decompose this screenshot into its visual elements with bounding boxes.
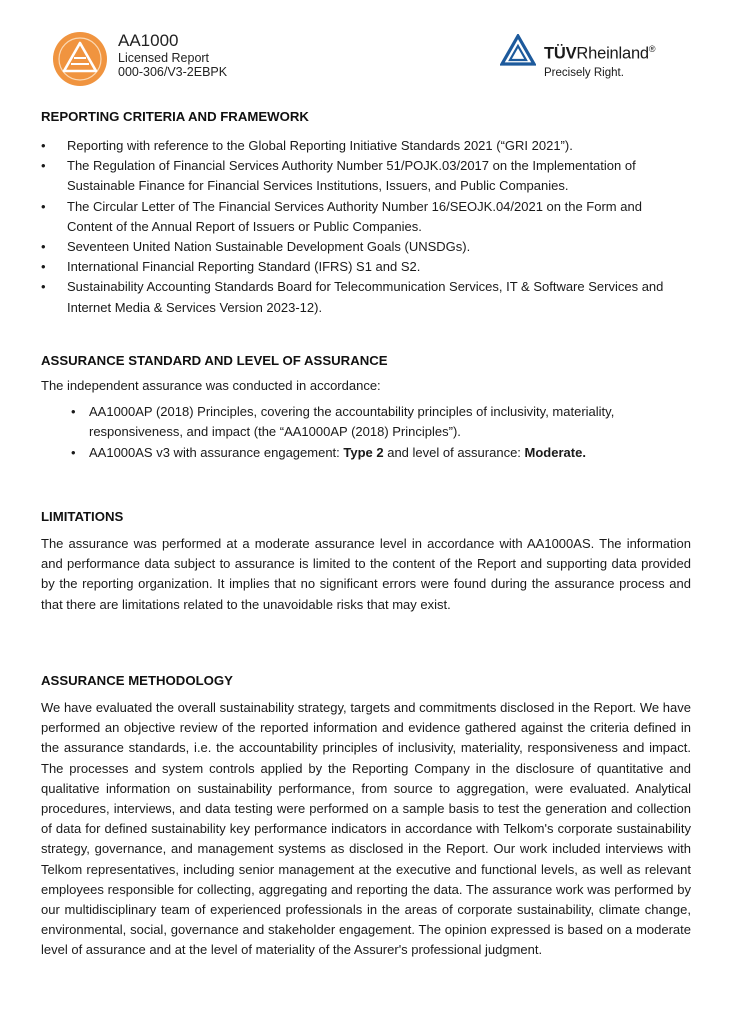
criteria-heading: REPORTING CRITERIA AND FRAMEWORK xyxy=(41,109,309,124)
limitations-section xyxy=(41,508,691,615)
tuv-brand-rest: Rheinland xyxy=(576,44,649,63)
list-item: • Sustainability Accounting Standards Board for Telecommunication Services, IT & Software Services and Internet Media & Services Version 2023-12). xyxy=(41,277,691,317)
assurance-level-text: and level of assurance: xyxy=(383,444,525,460)
assurance-type-value: Type 2 xyxy=(343,444,384,460)
aa1000-license-block xyxy=(118,32,227,79)
aa1000-title: AA1000 xyxy=(118,31,179,50)
methodology-heading: ASSURANCE METHODOLOGY xyxy=(41,673,233,688)
license-code: 000-306/V3-2EBPK xyxy=(118,65,228,79)
assurance-level-value: Moderate. xyxy=(524,444,586,460)
assurance-list xyxy=(41,402,691,463)
methodology-section xyxy=(41,672,691,961)
tuv-tagline: Precisely Right. xyxy=(544,67,624,79)
assurance-type-text: AA1000AS v3 with assurance engagement: xyxy=(89,444,344,460)
assurance-heading: ASSURANCE STANDARD AND LEVEL OF ASSURANCE xyxy=(41,353,388,368)
limitations-text: The assurance was performed at a moderate assurance level in accordance with AA1000AS. The information and performance data subject to assurance is limited to the content of the Report and supporting data provided by the reporting organization. It implies that no significant errors were found during the assurance process and that there are limitations related to the unavoidable risks that may exist. xyxy=(41,536,691,612)
methodology-text: We have evaluated the overall sustainability strategy, targets and commitments disclosed in the Report. We have performed an objective review of the reported information and evidence gathered against the criteria defined in the assurance standards, i.e. the accountability principles of inclusivity, materiality, responsiveness and impact. The processes and system controls applied by the Reporting Company in the disclosure of quantitative and qualitative information on sustainability performance, from source to aggregation, were evaluated. Analytical procedures, interviews, and data testing were performed on a sample basis to test the generation and collection of data for defined sustainability key performance indicators in accordance with Telkom's corporate sustainability strategy, governance, and management systems as disclosed in the Report. Our work included interviews with Telkom representatives, including senior management at the executive and functional levels, as well as relevant employees responsible for collecting, aggregating and reporting the data. The assurance work was performed by our multidisciplinary team of experienced professionals in the areas of corporate sustainability, climate change, environmental, social, governance and stakeholder engagement. The opinion expressed is based on a moderate level of assurance and at the level of materiality of the Assurer's professional judgment. xyxy=(41,700,691,958)
criteria-list xyxy=(41,136,691,318)
aa1000-logo-icon xyxy=(52,31,108,87)
tuv-triangle-icon xyxy=(500,34,536,66)
tuv-brand-name xyxy=(544,44,655,64)
list-item: • AA1000AP (2018) Principles, covering the accountability principles of inclusivity, materiality, responsiveness, and impact (the “AA1000AP (2018) Principles”). xyxy=(41,402,691,442)
registered-mark: ® xyxy=(648,44,656,54)
assurance-intro: The independent assurance was conducted in accordance: xyxy=(41,378,381,393)
limitations-heading: LIMITATIONS xyxy=(41,509,124,524)
tuv-brand-bold: TÜV xyxy=(544,44,577,63)
criteria-section xyxy=(41,108,691,318)
list-item: • Seventeen United Nation Sustainable Development Goals (UNSDGs). xyxy=(41,237,691,257)
list-item: • Reporting with reference to the Global Reporting Initiative Standards 2021 (“GRI 2021”). xyxy=(41,136,691,156)
assurance-section xyxy=(41,352,691,463)
list-item xyxy=(41,443,691,463)
licensed-report-label: Licensed Report xyxy=(118,51,210,65)
list-item: • The Regulation of Financial Services Authority Number 51/POJK.03/2017 on the Implementation of Sustainable Finance for Financial Services Institutions, Issuers, and Public Companies. xyxy=(41,156,691,196)
list-item: • The Circular Letter of The Financial Services Authority Number 16/SEOJK.04/2021 on the Form and Content of the Annual Report of Issuers or Public Companies. xyxy=(41,197,691,237)
list-item: • International Financial Reporting Standard (IFRS) S1 and S2. xyxy=(41,257,691,277)
